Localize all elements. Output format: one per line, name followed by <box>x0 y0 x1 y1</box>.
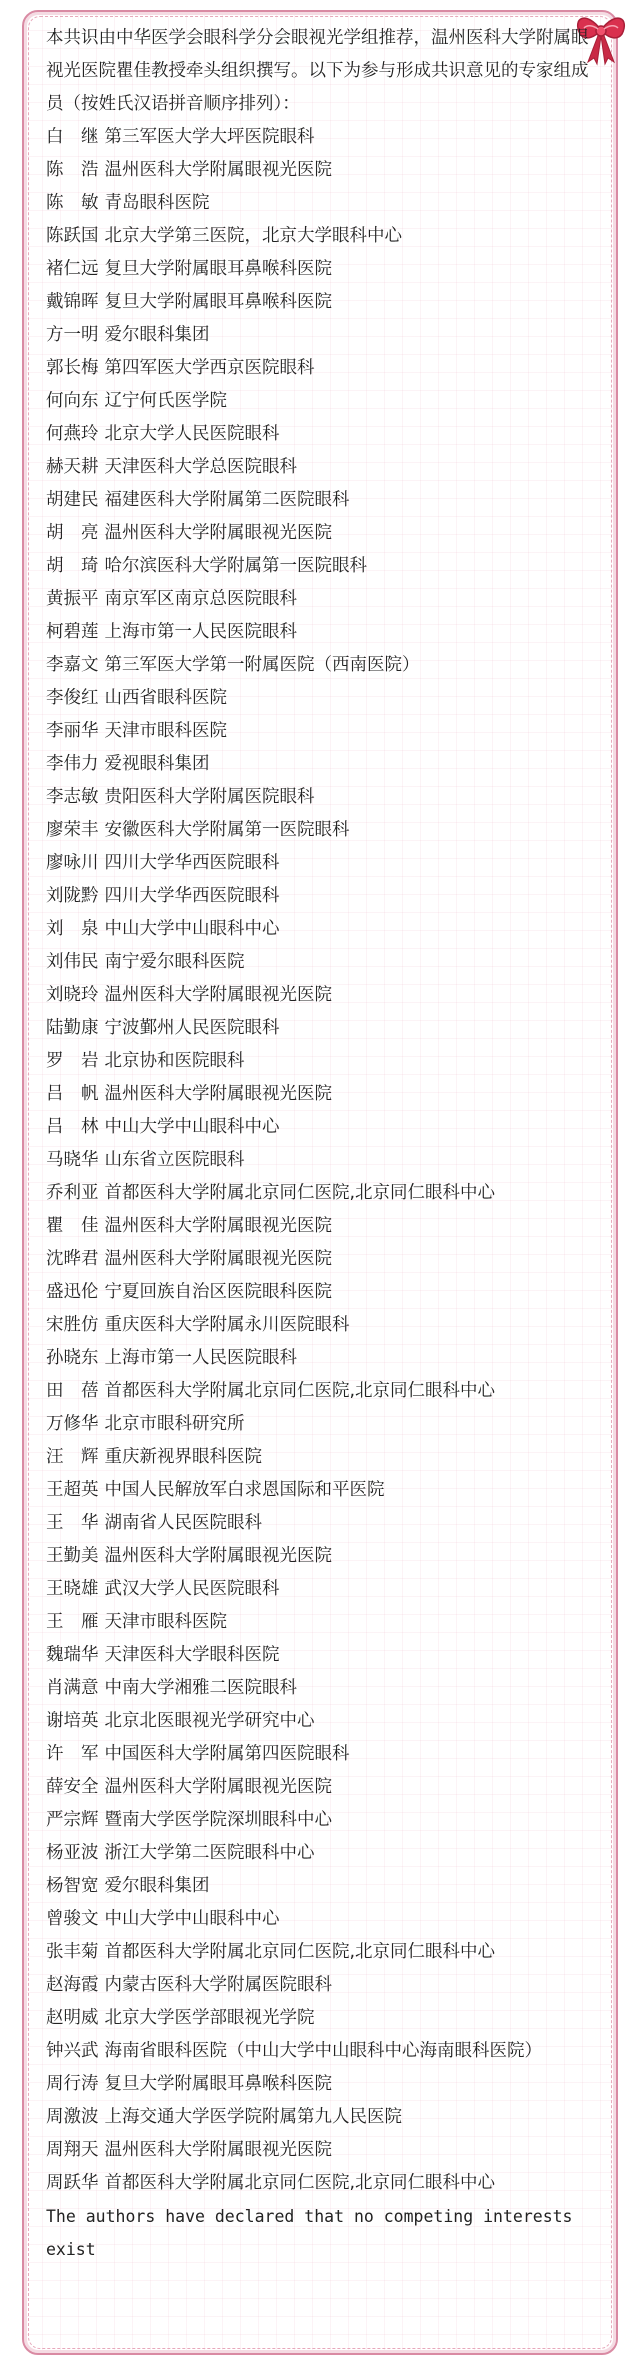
expert-affiliation: 哈尔滨医科大学附属第一医院眼科 <box>104 556 367 576</box>
expert-name: 戴锦晖 <box>46 292 99 312</box>
expert-row <box>46 2035 592 2068</box>
expert-affiliation: 温州医科大学附属眼视光医院 <box>104 2140 332 2160</box>
expert-affiliation: 首都医科大学附属北京同仁医院,北京同仁眼科中心 <box>104 1381 496 1401</box>
expert-name: 许 军 <box>46 1744 99 1764</box>
conflict-statement: The authors have declared that no competing interests exist <box>46 2207 573 2259</box>
expert-affiliation: 第四军医大学西京医院眼科 <box>104 358 315 378</box>
expert-affiliation: 温州医科大学附属眼视光医院 <box>104 985 332 1005</box>
expert-affiliation: 天津市眼科医院 <box>104 1612 227 1632</box>
expert-affiliation: 宁夏回族自治区医院眼科医院 <box>104 1282 332 1302</box>
expert-affiliation: 北京北医眼视光学研究中心 <box>104 1711 315 1731</box>
expert-row <box>46 2101 592 2134</box>
expert-name: 胡建民 <box>46 490 99 510</box>
expert-name: 吕 林 <box>46 1117 99 1137</box>
expert-row <box>46 418 592 451</box>
expert-row <box>46 1309 592 1342</box>
expert-affiliation: 贵阳医科大学附属医院眼科 <box>104 787 315 807</box>
expert-affiliation: 北京大学第三医院，北京大学眼科中心 <box>104 226 402 246</box>
expert-name: 赫天耕 <box>46 457 99 477</box>
expert-row <box>46 1540 592 1573</box>
expert-row <box>46 781 592 814</box>
expert-name: 王勤美 <box>46 1546 99 1566</box>
expert-affiliation: 首都医科大学附属北京同仁医院,北京同仁眼科中心 <box>104 2173 496 2193</box>
expert-name: 谢培英 <box>46 1711 99 1731</box>
expert-row <box>46 1408 592 1441</box>
expert-affiliation: 天津市眼科医院 <box>104 721 227 741</box>
expert-name: 肖满意 <box>46 1678 99 1698</box>
expert-row <box>46 1969 592 2002</box>
expert-name: 胡 亮 <box>46 523 99 543</box>
expert-row <box>46 814 592 847</box>
expert-name: 刘伟民 <box>46 952 99 972</box>
expert-row <box>46 1639 592 1672</box>
expert-name: 何燕玲 <box>46 424 99 444</box>
expert-affiliation: 中国医科大学附属第四医院眼科 <box>104 1744 350 1764</box>
expert-name: 瞿 佳 <box>46 1216 99 1236</box>
expert-name: 李丽华 <box>46 721 99 741</box>
expert-name: 沈晔君 <box>46 1249 99 1269</box>
expert-name: 李志敏 <box>46 787 99 807</box>
expert-name: 汪 辉 <box>46 1447 99 1467</box>
expert-name: 李伟力 <box>46 754 99 774</box>
expert-affiliation: 首都医科大学附属北京同仁医院,北京同仁眼科中心 <box>104 1183 496 1203</box>
expert-row <box>46 352 592 385</box>
expert-affiliation: 中山大学中山眼科中心 <box>104 1909 280 1929</box>
expert-affiliation: 温州医科大学附属眼视光医院 <box>104 160 332 180</box>
expert-row <box>46 1507 592 1540</box>
expert-row <box>46 220 592 253</box>
intro-paragraph: 本共识由中华医学会眼科学分会眼视光学组推荐，温州医科大学附属眼视光医院瞿佳教授牵头组织撰写。以下为参与形成共识意见的专家组成员（按姓氏汉语拼音顺序排列）： <box>46 28 589 114</box>
expert-affiliation: 温州医科大学附属眼视光医院 <box>104 1546 332 1566</box>
expert-row <box>46 1474 592 1507</box>
expert-affiliation: 湖南省人民医院眼科 <box>104 1513 262 1533</box>
expert-affiliation: 青岛眼科医院 <box>104 193 210 213</box>
expert-affiliation: 复旦大学附属眼耳鼻喉科医院 <box>104 259 332 279</box>
expert-name: 周跃华 <box>46 2173 99 2193</box>
expert-name: 刘陇黔 <box>46 886 99 906</box>
expert-affiliation: 山西省眼科医院 <box>104 688 227 708</box>
expert-name: 方一明 <box>46 325 99 345</box>
expert-name: 陈 敏 <box>46 193 99 213</box>
expert-name: 孙晓东 <box>46 1348 99 1368</box>
expert-name: 李嘉文 <box>46 655 99 675</box>
expert-name: 杨智宽 <box>46 1876 99 1896</box>
expert-affiliation: 第三军医大学大坪医院眼科 <box>104 127 315 147</box>
expert-name: 李俊红 <box>46 688 99 708</box>
expert-row <box>46 484 592 517</box>
expert-row <box>46 121 592 154</box>
expert-affiliation: 天津医科大学眼科医院 <box>104 1645 280 1665</box>
expert-row <box>46 913 592 946</box>
expert-name: 何向东 <box>46 391 99 411</box>
expert-affiliation: 四川大学华西医院眼科 <box>104 886 280 906</box>
expert-affiliation: 内蒙古医科大学附属医院眼科 <box>104 1975 332 1995</box>
expert-name: 周激波 <box>46 2107 99 2127</box>
expert-name: 王晓雄 <box>46 1579 99 1599</box>
expert-name: 陈跃国 <box>46 226 99 246</box>
expert-row <box>46 946 592 979</box>
expert-affiliation: 第三军医大学第一附属医院（西南医院） <box>104 655 420 675</box>
expert-affiliation: 温州医科大学附属眼视光医院 <box>104 523 332 543</box>
expert-row <box>46 1177 592 1210</box>
expert-row <box>46 583 592 616</box>
expert-affiliation: 南京军区南京总医院眼科 <box>104 589 297 609</box>
expert-row <box>46 1078 592 1111</box>
expert-name: 郭长梅 <box>46 358 99 378</box>
expert-name: 万修华 <box>46 1414 99 1434</box>
expert-row <box>46 1804 592 1837</box>
expert-affiliation: 首都医科大学附属北京同仁医院,北京同仁眼科中心 <box>104 1942 496 1962</box>
expert-row <box>46 1837 592 1870</box>
expert-affiliation: 温州医科大学附属眼视光医院 <box>104 1084 332 1104</box>
expert-row <box>46 550 592 583</box>
expert-name: 钟兴武 <box>46 2041 99 2061</box>
expert-row <box>46 319 592 352</box>
expert-row <box>46 1276 592 1309</box>
expert-affiliation: 北京大学医学部眼视光学院 <box>104 2008 315 2028</box>
expert-name: 吕 帆 <box>46 1084 99 1104</box>
expert-row <box>46 1903 592 1936</box>
expert-row <box>46 1210 592 1243</box>
expert-name: 刘 泉 <box>46 919 99 939</box>
expert-name: 周行涛 <box>46 2074 99 2094</box>
expert-affiliation: 重庆医科大学附属永川医院眼科 <box>104 1315 350 1335</box>
expert-affiliation: 爱视眼科集团 <box>104 754 210 774</box>
expert-affiliation: 宁波鄞州人民医院眼科 <box>104 1018 280 1038</box>
expert-row <box>46 1012 592 1045</box>
expert-name: 柯碧莲 <box>46 622 99 642</box>
expert-name: 盛迅伦 <box>46 1282 99 1302</box>
expert-row <box>46 451 592 484</box>
expert-row <box>46 880 592 913</box>
expert-row <box>46 715 592 748</box>
expert-affiliation: 温州医科大学附属眼视光医院 <box>104 1777 332 1797</box>
expert-name: 马晓华 <box>46 1150 99 1170</box>
expert-row <box>46 649 592 682</box>
expert-affiliation: 四川大学华西医院眼科 <box>104 853 280 873</box>
expert-name: 王 雁 <box>46 1612 99 1632</box>
expert-name: 宋胜仿 <box>46 1315 99 1335</box>
expert-name: 赵明威 <box>46 2008 99 2028</box>
expert-affiliation: 重庆新视界眼科医院 <box>104 1447 262 1467</box>
expert-affiliation: 上海市第一人民医院眼科 <box>104 1348 297 1368</box>
expert-name: 罗 岩 <box>46 1051 99 1071</box>
expert-name: 陆勤康 <box>46 1018 99 1038</box>
expert-affiliation: 海南省眼科医院（中山大学中山眼科中心海南眼科医院） <box>104 2041 542 2061</box>
expert-row <box>46 154 592 187</box>
expert-affiliation: 爱尔眼科集团 <box>104 325 210 345</box>
expert-affiliation: 中山大学中山眼科中心 <box>104 1117 280 1137</box>
expert-name: 杨亚波 <box>46 1843 99 1863</box>
expert-name: 薛安全 <box>46 1777 99 1797</box>
expert-row <box>46 385 592 418</box>
expert-row <box>46 1045 592 1078</box>
expert-row <box>46 1606 592 1639</box>
expert-row <box>46 1738 592 1771</box>
expert-affiliation: 温州医科大学附属眼视光医院 <box>104 1249 332 1269</box>
expert-affiliation: 武汉大学人民医院眼科 <box>104 1579 280 1599</box>
expert-row <box>46 2002 592 2035</box>
expert-affiliation: 北京大学人民医院眼科 <box>104 424 280 444</box>
expert-affiliation: 中南大学湘雅二医院眼科 <box>104 1678 297 1698</box>
expert-name: 曾骏文 <box>46 1909 99 1929</box>
expert-name: 魏瑞华 <box>46 1645 99 1665</box>
expert-row <box>46 1375 592 1408</box>
expert-name: 周翔天 <box>46 2140 99 2160</box>
expert-row <box>46 1672 592 1705</box>
expert-row <box>46 1144 592 1177</box>
expert-affiliation: 中国人民解放军白求恩国际和平医院 <box>104 1480 385 1500</box>
expert-affiliation: 辽宁何氏医学院 <box>104 391 227 411</box>
expert-row <box>46 748 592 781</box>
expert-affiliation: 上海交通大学医学院附属第九人民医院 <box>104 2107 402 2127</box>
expert-affiliation: 北京协和医院眼科 <box>104 1051 245 1071</box>
expert-row <box>46 1111 592 1144</box>
expert-name: 张丰菊 <box>46 1942 99 1962</box>
expert-name: 王超英 <box>46 1480 99 1500</box>
expert-row <box>46 187 592 220</box>
expert-row <box>46 517 592 550</box>
expert-row <box>46 1342 592 1375</box>
expert-affiliation: 浙江大学第二医院眼科中心 <box>104 1843 315 1863</box>
expert-affiliation: 复旦大学附属眼耳鼻喉科医院 <box>104 2074 332 2094</box>
expert-row <box>46 1771 592 1804</box>
expert-row <box>46 847 592 880</box>
expert-row <box>46 2167 592 2200</box>
expert-row <box>46 1936 592 1969</box>
expert-name: 廖咏川 <box>46 853 99 873</box>
expert-row <box>46 1870 592 1903</box>
expert-name: 赵海霞 <box>46 1975 99 1995</box>
expert-name: 乔利亚 <box>46 1183 99 1203</box>
expert-affiliation: 复旦大学附属眼耳鼻喉科医院 <box>104 292 332 312</box>
expert-row <box>46 1705 592 1738</box>
expert-affiliation: 北京市眼科研究所 <box>104 1414 245 1434</box>
expert-name: 王 华 <box>46 1513 99 1533</box>
expert-name: 陈 浩 <box>46 160 99 180</box>
expert-name: 白 继 <box>46 127 99 147</box>
expert-name: 黄振平 <box>46 589 99 609</box>
expert-name: 严宗辉 <box>46 1810 99 1830</box>
expert-row <box>46 286 592 319</box>
expert-affiliation: 温州医科大学附属眼视光医院 <box>104 1216 332 1236</box>
expert-affiliation: 爱尔眼科集团 <box>104 1876 210 1896</box>
expert-row <box>46 253 592 286</box>
expert-affiliation: 山东省立医院眼科 <box>104 1150 245 1170</box>
expert-affiliation: 上海市第一人民医院眼科 <box>104 622 297 642</box>
expert-name: 廖荣丰 <box>46 820 99 840</box>
expert-affiliation: 福建医科大学附属第二医院眼科 <box>104 490 350 510</box>
expert-name: 胡 琦 <box>46 556 99 576</box>
expert-affiliation: 安徽医科大学附属第一医院眼科 <box>104 820 350 840</box>
expert-row <box>46 979 592 1012</box>
expert-affiliation: 天津医科大学总医院眼科 <box>104 457 297 477</box>
expert-affiliation: 暨南大学医学院深圳眼科中心 <box>104 1810 332 1830</box>
expert-affiliation: 南宁爱尔眼科医院 <box>104 952 245 972</box>
expert-affiliation: 中山大学中山眼科中心 <box>104 919 280 939</box>
expert-row <box>46 2068 592 2101</box>
expert-row <box>46 682 592 715</box>
expert-row <box>46 1243 592 1276</box>
expert-row <box>46 2134 592 2167</box>
expert-row <box>46 1573 592 1606</box>
expert-list <box>46 121 592 2200</box>
expert-name: 田 蓓 <box>46 1381 99 1401</box>
expert-row <box>46 1441 592 1474</box>
expert-row <box>46 616 592 649</box>
document-body <box>46 22 592 2266</box>
expert-name: 褚仁远 <box>46 259 99 279</box>
expert-name: 刘晓玲 <box>46 985 99 1005</box>
